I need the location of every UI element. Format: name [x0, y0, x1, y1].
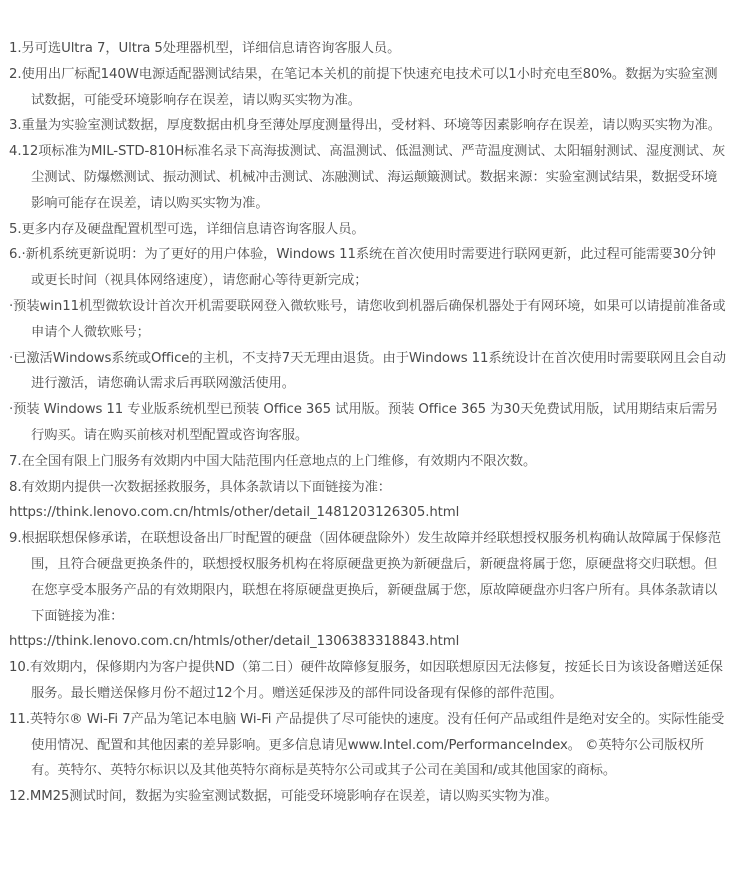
footnote-12: 12.MM25测试时间，数据为实验室测试数据，可能受环境影响存在误差，请以购买实物为准。 [9, 789, 558, 805]
footnote-6-bullet-2: ·预装win11机型微软设计首次开机需要联网登入微软账号，请您收到机器后确保机器处于有网环境，如果可以请提前准备或申请个人微软账号； [9, 298, 726, 340]
footnote-5: 5.更多内存及硬盘配置机型可选，详细信息请咨询客服人员。 [9, 221, 365, 237]
footnote-9-link: https://think.lenovo.com.cn/htmls/other/detail_1306383318843.html [9, 634, 460, 650]
footnote-2: 2.使用出厂标配140W电源适配器测试结果，在笔记本关机的前提下快速充电技术可以1小时充电至80%。数据为实验室测试数据，可能受环境影响存在误差，请以购买实物为准。 [9, 66, 718, 108]
footnote-3: 3.重量为实验室测试数据，厚度数据由机身至薄处厚度测量得出，受材料、环境等因素影响存在误差，请以购买实物为准。 [9, 118, 721, 134]
footnote-9: 9.根据联想保修承诺，在联想设备出厂时配置的硬盘（固体硬盘除外）发生故障并经联想授权服务机构确认故障属于保修范围，且符合硬盘更换条件的，联想授权服务机构在将原硬盘更换为新硬盘后，新硬盘将属于您，原硬盘将交归联想。但在您享受本服务产品的有效期限内，联想在将原硬盘更换后，新硬盘属于您，原故障硬盘亦归客户所有。具体条款请以下面链接为准： [9, 531, 721, 624]
footnote-7: 7.在全国有限上门服务有效期内中国大陆范围内任意地点的上门维修，有效期内不限次数。 [9, 453, 537, 469]
footnote-11: 11.英特尔® Wi-Fi 7产品为笔记本电脑 Wi-Fi 产品提供了尽可能快的速度。没有任何产品或组件是绝对安全的。实际性能受使用情况、配置和其他因素的差异影响。更多信息请见www.Intel.com/PerformanceIndex。 ©英特尔公司版权所有。英特尔、英特尔标识以及其他英特尔商标是英特尔公司或其子公司在美国和/或其他国家的商标。 [9, 711, 725, 779]
footnote-6-bullet-3: ·已激活Windows系统或Office的主机，不支持7天无理由退货。由于Windows 11系统设计在首次使用时需要联网且会自动进行激活，请您确认需求后再联网激活使用。 [9, 350, 726, 392]
footnote-1: 1.另可选Ultra 7，Ultra 5处理器机型，详细信息请咨询客服人员。 [9, 41, 401, 56]
footnote-8: 8.有效期内提供一次数据拯救服务，具体条款请以下面链接为准： [9, 479, 391, 495]
footnote-6-bullet-4: ·预装 Windows 11 专业版系统机型已预装 Office 365 试用版。预装 Office 365 为30天免费试用版，试用期结束后需另行购买。请在购买前核对机型配置或咨询客服。 [9, 402, 719, 443]
footnote-4: 4.12项标准为MIL-STD-810H标准名录下高海拔测试、高温测试、低温测试、严苛温度测试、太阳辐射测试、湿度测试、灰尘测试、防爆燃测试、振动测试、机械冲击测试、冻融测试、海运颠簸测试。数据来源：实验室测试结果，数据受环境影响可能存在误差，请以购买实物为准。 [9, 144, 726, 211]
footnotes-list [9, 36, 727, 810]
footnote-10: 10.有效期内，保修期内为客户提供ND（第二日）硬件故障修复服务，如因联想原因无法修复，按延长日为该设备赠送延保服务。最长赠送保修月份不超过12个月。赠送延保涉及的部件同设备现有保修的部件范围。 [9, 660, 723, 701]
footnote-6: 6.·新机系统更新说明：为了更好的用户体验，Windows 11系统在首次使用时需要进行联网更新，此过程可能需要30分钟或更长时间（视具体网络速度），请您耐心等待更新完成； [9, 247, 716, 289]
footnote-8-link: https://think.lenovo.com.cn/htmls/other/detail_1481203126305.html [9, 505, 460, 521]
